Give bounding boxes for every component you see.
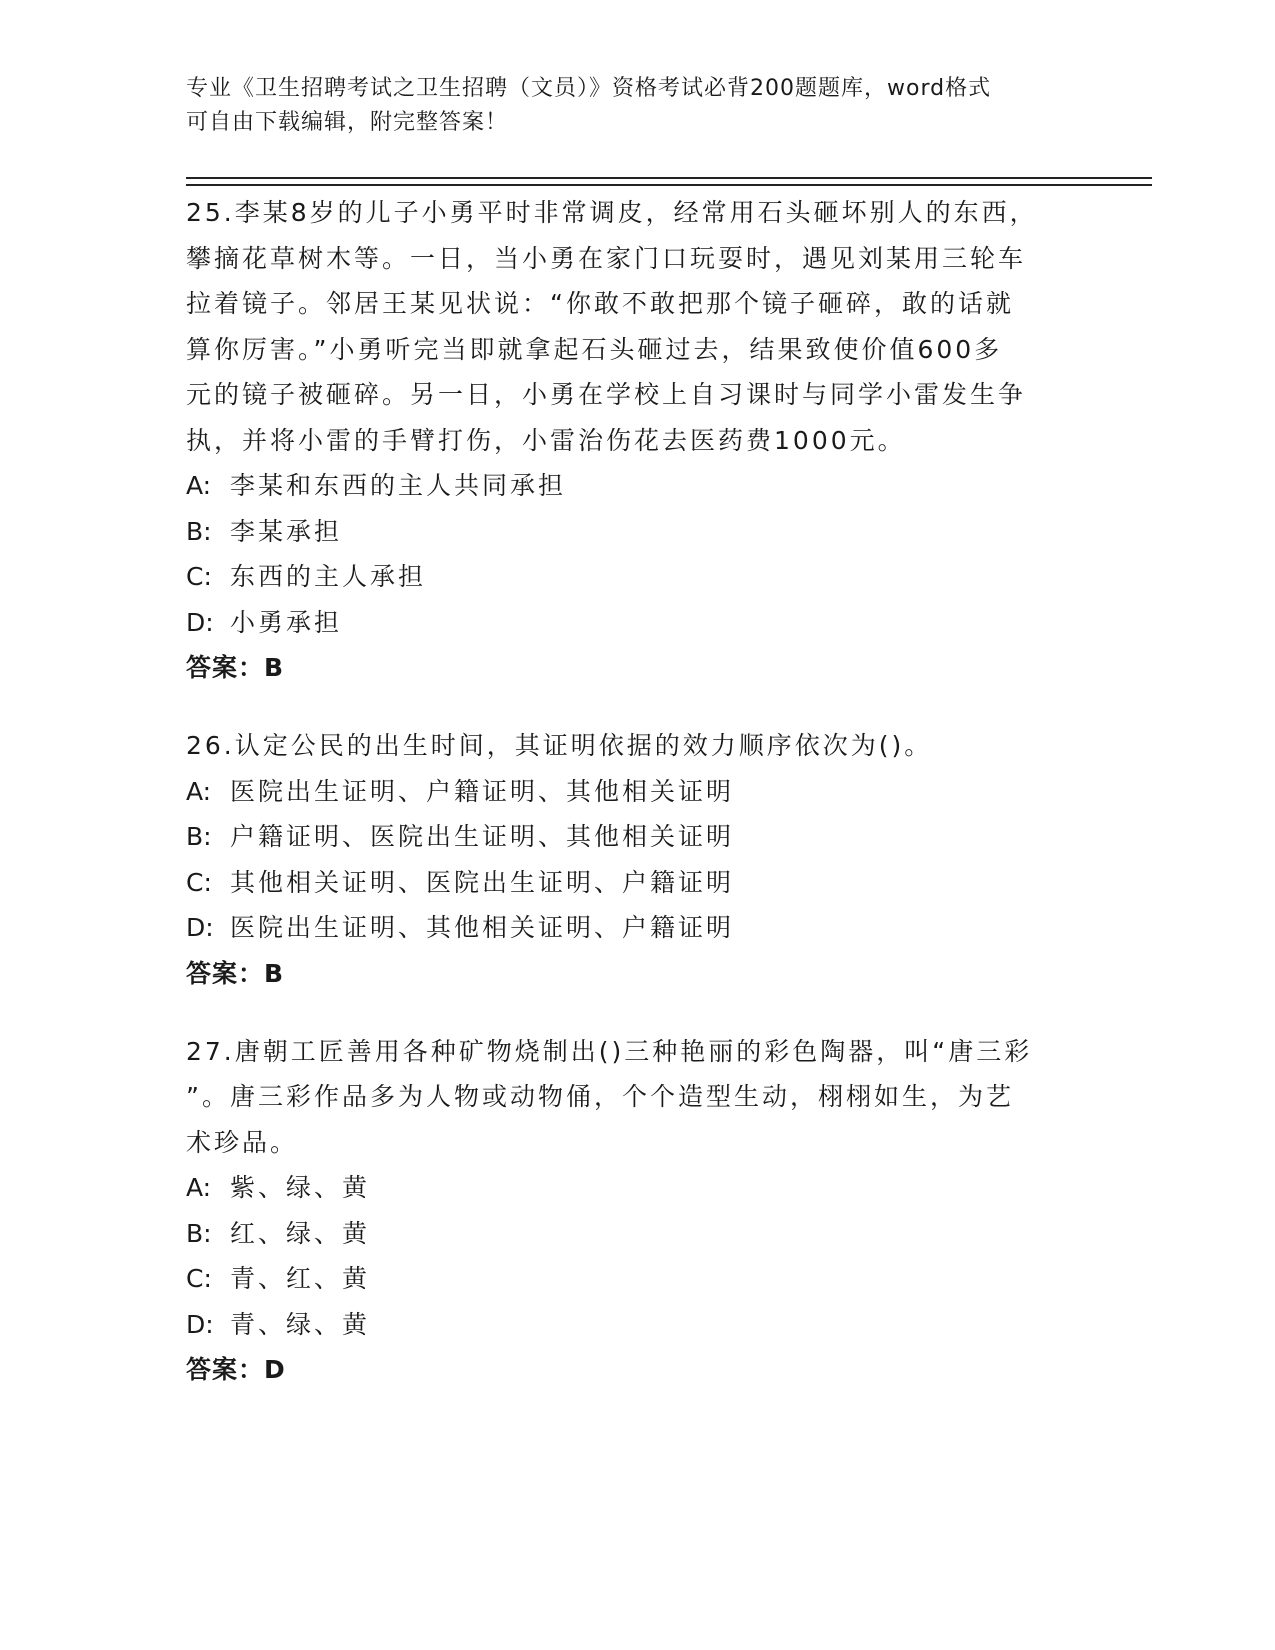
option-text: 青、绿、黄 xyxy=(230,1309,371,1339)
header-line-1: 专业《卫生招聘考试之卫生招聘（文员）》资格考试必背200题题库，word格式 xyxy=(186,76,992,101)
stem-line: 术珍品。 xyxy=(186,1127,299,1157)
stem-line: 攀摘花草树木等。一日，当小勇在家门口玩耍时，遇见刘某用三轮车 xyxy=(186,243,1027,273)
question-stem xyxy=(186,190,1086,463)
question-list xyxy=(186,190,1086,1425)
option-text: 医院出生证明、户籍证明、其他相关证明 xyxy=(230,776,735,806)
option-text: 小勇承担 xyxy=(230,607,343,637)
stem-line: 25.李某8岁的儿子小勇平时非常调皮，经常用石头砸坏别人的东西， xyxy=(186,198,1038,227)
option-key: B: xyxy=(186,516,212,546)
option-text: 青、红、黄 xyxy=(230,1264,371,1293)
option-text: 其他相关证明、医院出生证明、户籍证明 xyxy=(230,867,735,897)
option-c xyxy=(186,1256,1086,1302)
option-text: 李某承担 xyxy=(230,516,343,546)
option-key: A: xyxy=(186,471,212,500)
option-key: D: xyxy=(186,607,214,637)
answer: 答案：D xyxy=(186,1355,286,1384)
option-text: 紫、绿、黄 xyxy=(230,1173,371,1202)
option-d xyxy=(186,905,1086,951)
option-text: 东西的主人承担 xyxy=(230,562,427,591)
option-key: A: xyxy=(186,776,212,806)
option-b xyxy=(186,814,1086,860)
option-key: D: xyxy=(186,913,214,942)
stem-line: 执，并将小雷的手臂打伤，小雷治伤花去医药费1000元。 xyxy=(186,425,906,455)
header-rule-bottom xyxy=(186,184,1152,186)
option-key: C: xyxy=(186,1264,212,1293)
option-key: B: xyxy=(186,822,212,851)
question-stem xyxy=(186,1029,1086,1166)
option-d xyxy=(186,600,1086,646)
answer: 答案：B xyxy=(186,653,285,682)
option-text: 户籍证明、医院出生证明、其他相关证明 xyxy=(230,822,735,851)
option-key: B: xyxy=(186,1218,212,1248)
option-key: A: xyxy=(186,1173,212,1202)
option-c xyxy=(186,554,1086,600)
document-header xyxy=(186,72,1066,140)
option-text: 医院出生证明、其他相关证明、户籍证明 xyxy=(230,913,735,942)
stem-line: ”。唐三彩作品多为人物或动物俑，个个造型生动，栩栩如生，为艺 xyxy=(186,1082,1014,1111)
option-key: C: xyxy=(186,562,212,591)
header-line-2: 可自由下载编辑，附完整答案！ xyxy=(186,110,509,135)
question-stem xyxy=(186,723,1086,769)
option-text: 李某和东西的主人共同承担 xyxy=(230,471,567,500)
stem-line: 26.认定公民的出生时间，其证明依据的效力顺序依次为()。 xyxy=(186,731,933,760)
option-key: C: xyxy=(186,867,212,897)
option-b xyxy=(186,1211,1086,1257)
stem-line: 算你厉害。”小勇听完当即就拿起石头砸过去，结果致使价值600多 xyxy=(186,334,1003,364)
stem-line: 27.唐朝工匠善用各种矿物烧制出()三种艳丽的彩色陶器，叫“唐三彩 xyxy=(186,1036,1033,1066)
question-26 xyxy=(186,723,1086,997)
question-25 xyxy=(186,190,1086,691)
stem-line: 拉着镜子。邻居王某见状说：“你敢不敢把那个镜子砸碎，敢的话就 xyxy=(186,289,1014,318)
option-text: 红、绿、黄 xyxy=(230,1218,371,1248)
option-a xyxy=(186,769,1086,815)
option-b xyxy=(186,509,1086,555)
header-rule-top xyxy=(186,177,1152,179)
option-key: D: xyxy=(186,1309,214,1339)
option-d xyxy=(186,1302,1086,1348)
question-27 xyxy=(186,1029,1086,1394)
stem-line: 元的镜子被砸碎。另一日，小勇在学校上自习课时与同学小雷发生争 xyxy=(186,380,1027,409)
option-a xyxy=(186,463,1086,509)
answer: 答案：B xyxy=(186,958,285,988)
option-c xyxy=(186,860,1086,906)
option-a xyxy=(186,1165,1086,1211)
